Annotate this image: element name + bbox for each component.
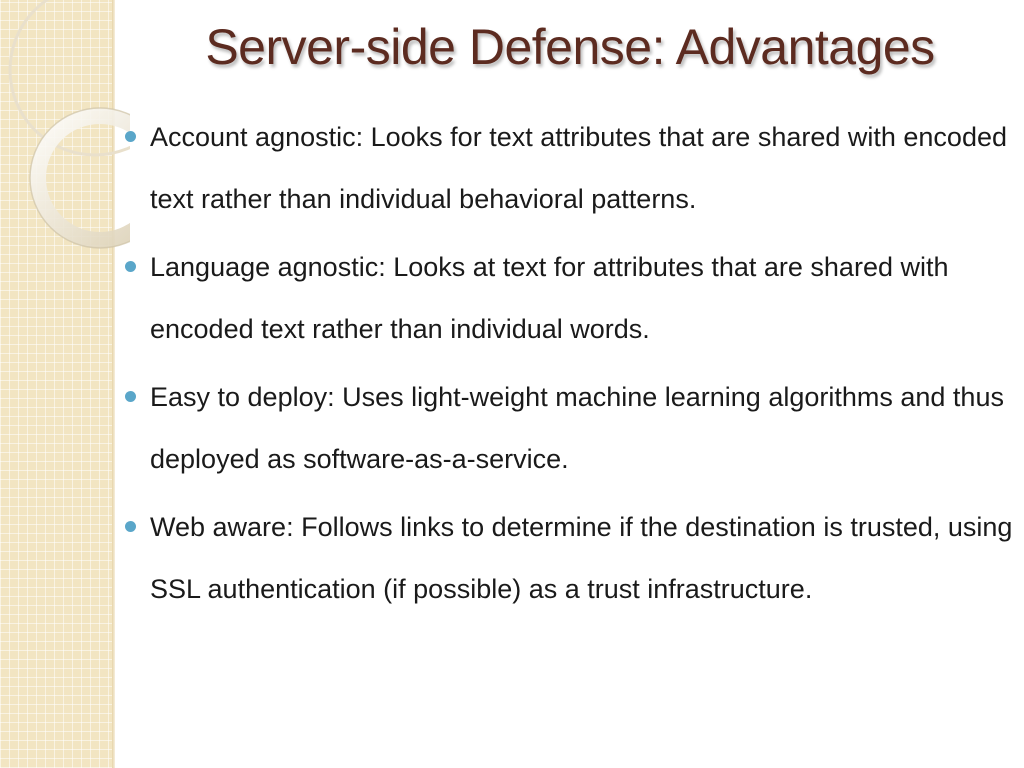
slide-title: Server-side Defense: Advantages <box>205 19 935 75</box>
bullet-text: Web aware: Follows links to determine if the destination is trusted, using SSL authentication (if possible) as a trust infrastructure. <box>150 512 1013 604</box>
bullet-marker-icon <box>125 391 136 402</box>
decorative-rings <box>0 0 130 260</box>
bullet-text: Language agnostic: Looks at text for attributes that are shared with encoded text rather than individual words. <box>150 252 949 344</box>
decorative-ring-small <box>38 116 130 240</box>
bullet-item <box>122 106 1017 230</box>
bullet-item <box>122 236 1017 360</box>
bullet-list <box>122 106 1017 626</box>
bullet-text: Account agnostic: Looks for text attributes that are shared with encoded text rather than individual behavioral patterns. <box>150 122 1007 214</box>
bullet-item <box>122 366 1017 490</box>
bullet-text: Easy to deploy: Uses light-weight machine learning algorithms and thus deployed as software-as-a-service. <box>150 382 1004 474</box>
bullet-marker-icon <box>125 131 136 142</box>
bullet-marker-icon <box>125 521 136 532</box>
bullet-marker-icon <box>125 261 136 272</box>
bullet-item <box>122 496 1017 620</box>
